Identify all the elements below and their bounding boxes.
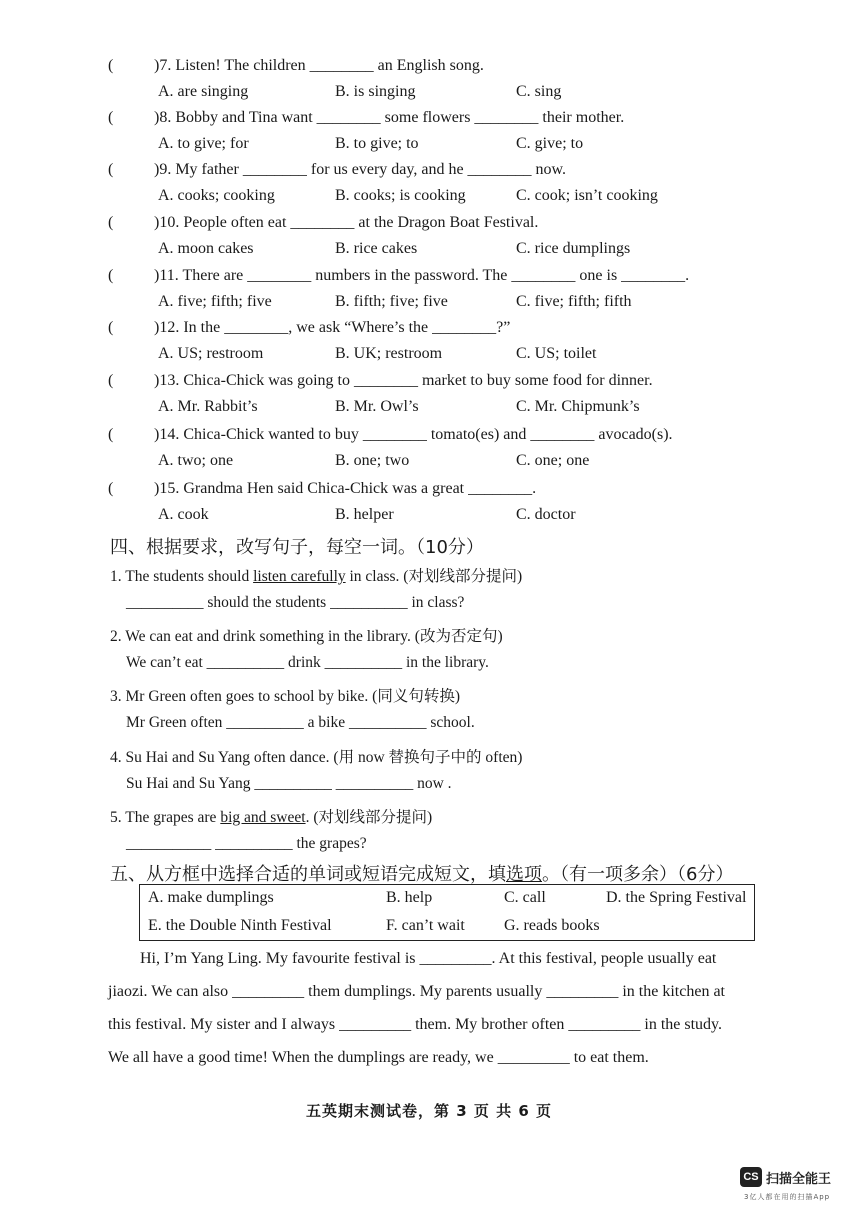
question-text: 5. The grapes are [110,809,221,826]
option-a: A. Mr. Rabbit’s [158,398,258,415]
rewrite-question-5 [110,805,432,827]
answer-bracket: ( [108,319,114,336]
word-bank-item-f: F. can’t wait [386,917,465,934]
rewrite-question-1 [110,564,522,586]
rewrite-answer-1: __________ should the students __________ in class? [126,594,465,611]
option-c: C. doctor [516,506,576,523]
option-c: C. sing [516,83,562,100]
answer-bracket: ( [108,109,114,126]
option-b: B. helper [335,506,394,523]
passage-line-2: jiaozi. We can also _________ them dumplings. My parents usually _________ in the kitchen at [108,983,725,1000]
scanner-logo-icon: CS [740,1167,762,1187]
option-b: B. cooks; is cooking [335,187,466,204]
option-a: A. are singing [158,83,249,100]
options [158,82,838,102]
option-a: A. US; restroom [158,345,264,362]
question-stem: )12. In the ________, we ask “Where’s the ________?” [154,319,511,336]
answer-bracket: ( [108,267,114,284]
heading-text: 五、从方框中选择合适的单词或短语完成短文，填 [110,864,506,885]
options [158,505,838,525]
answer-bracket: ( [108,480,114,497]
option-c: C. give; to [516,135,584,152]
underlined-phrase: big and sweet [220,809,306,826]
options [158,397,838,417]
option-c: C. five; fifth; fifth [516,293,632,310]
options [158,239,838,259]
option-b: B. is singing [335,83,416,100]
passage-line-1: Hi, I’m Yang Ling. My favourite festival is _________. At this festival, people usually eat [140,950,717,967]
section-5-heading [110,860,733,886]
option-a: A. cooks; cooking [158,187,275,204]
option-b: B. rice cakes [335,240,418,257]
answer-bracket: ( [108,161,114,178]
word-bank-item-d: D. the Spring Festival [606,889,747,906]
answer-bracket: ( [108,426,114,443]
option-c: C. US; toilet [516,345,597,362]
underlined-phrase: listen carefully [253,568,346,585]
question-instruction: in class. (对划线部分提问) [345,568,523,585]
question-text: 4. Su Hai and Su Yang often dance. (用 now 替换句子中的 often) [110,749,523,766]
rewrite-answer-2: We can’t eat __________ drink __________ in the library. [126,654,489,671]
rewrite-question-2 [110,624,503,646]
answer-bracket: ( [108,214,114,231]
option-b: B. fifth; five; five [335,293,448,310]
section-4-heading: 四、根据要求，改写句子，每空一词。（10分） [110,537,484,558]
rewrite-answer-5: ___________ __________ the grapes? [126,835,367,852]
option-a: A. two; one [158,452,234,469]
question-text: 2. We can eat and drink something in the library. (改为否定句) [110,628,503,645]
question-stem: )15. Grandma Hen said Chica-Chick was a great ________. [154,480,537,497]
question-text: 1. The students should [110,568,254,585]
question-stem: )10. People often eat ________ at the Dragon Boat Festival. [154,214,539,231]
word-bank-item-e: E. the Double Ninth Festival [148,917,332,934]
rewrite-question-3 [110,684,460,706]
option-c: C. cook; isn’t cooking [516,187,658,204]
word-bank-item-c: C. call [504,889,546,906]
option-c: C. rice dumplings [516,240,631,257]
rewrite-answer-3: Mr Green often __________ a bike __________ school. [126,714,475,731]
rewrite-answer-4: Su Hai and Su Yang __________ __________ now . [126,775,452,792]
word-bank-item-a: A. make dumplings [148,889,274,906]
heading-note: 。（有一项多余）（6分） [542,864,734,885]
option-a: A. to give; for [158,135,249,152]
question-stem: )7. Listen! The children ________ an English song. [154,57,484,74]
scanner-app-name: 扫描全能王 [766,1172,832,1187]
options [158,134,838,154]
passage-line-4: We all have a good time! When the dumplings are ready, we _________ to eat them. [108,1049,649,1066]
options [158,186,838,206]
option-c: C. Mr. Chipmunk’s [516,398,640,415]
answer-bracket: ( [108,57,114,74]
question-text: 3. Mr Green often goes to school by bike. (同义句转换) [110,688,460,705]
question-stem: )14. Chica-Chick wanted to buy ________ tomato(es) and ________ avocado(s). [154,426,673,443]
option-b: B. one; two [335,452,410,469]
page-footer: 五英期末测试卷，第 3 页 共 6 页 [306,1102,552,1120]
word-bank-item-b: B. help [386,889,433,906]
passage-line-3: this festival. My sister and I always _________ them. My brother often _________ in the study. [108,1016,722,1033]
option-a: A. five; fifth; five [158,293,272,310]
scanner-tagline: 3亿人都在用的扫描App [744,1193,831,1201]
heading-underlined: 选项 [506,864,542,885]
options [158,292,838,312]
option-c: C. one; one [516,452,590,469]
question-stem: )11. There are ________ numbers in the password. The ________ one is ________. [154,267,690,284]
question-stem: )13. Chica-Chick was going to ________ market to buy some food for dinner. [154,372,653,389]
scanner-watermark [740,1167,850,1207]
question-stem: )9. My father ________ for us every day, and he ________ now. [154,161,567,178]
option-a: A. moon cakes [158,240,254,257]
option-b: B. Mr. Owl’s [335,398,419,415]
word-bank-item-g: G. reads books [504,917,600,934]
options [158,344,838,364]
option-a: A. cook [158,506,209,523]
option-b: B. UK; restroom [335,345,443,362]
question-stem: )8. Bobby and Tina want ________ some flowers ________ their mother. [154,109,625,126]
question-instruction: . (对划线部分提问) [305,809,433,826]
word-bank-box [139,884,755,941]
option-b: B. to give; to [335,135,419,152]
answer-bracket: ( [108,372,114,389]
options [158,451,838,471]
rewrite-question-4 [110,745,522,767]
